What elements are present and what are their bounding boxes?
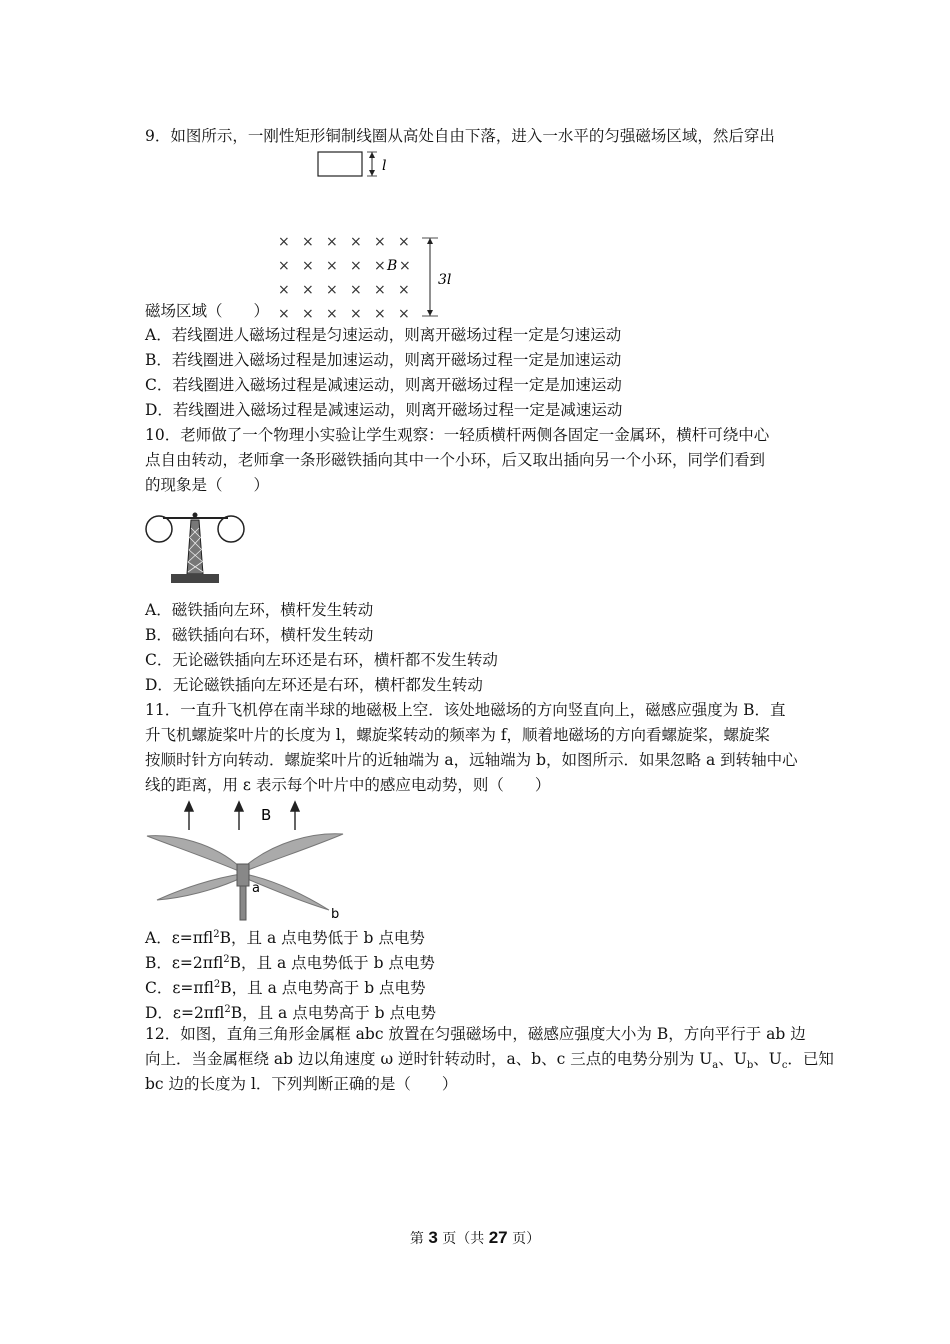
q9-option-a[interactable]: A．若线圈进人磁场过程是匀速运动，则离开磁场过程一定是匀速运动 bbox=[145, 326, 622, 344]
q12-sub-c: c bbox=[781, 1060, 788, 1072]
q10-stem-line3: 的现象是（ ） bbox=[145, 476, 270, 494]
q10-stem-line2: 点自由转动，老师拿一条形磁铁插向其中一个小环，后又取出插向另一个小环，同学们看到 bbox=[145, 451, 766, 469]
page-footer bbox=[0, 1228, 950, 1248]
field-cross: × bbox=[302, 258, 314, 274]
field-cross: × bbox=[350, 306, 362, 322]
field-cross: × bbox=[278, 282, 290, 298]
coil-figure bbox=[300, 146, 410, 182]
q11-option-d-pre: D．ε=2πfl bbox=[145, 1004, 225, 1023]
q9-option-d[interactable]: D．若线圈进入磁场过程是减速运动，则离开磁场过程一定是减速运动 bbox=[145, 401, 623, 419]
field-cross: × bbox=[326, 306, 338, 322]
q10-option-c[interactable]: C．无论磁铁插向左环还是右环，横杆都不发生转动 bbox=[145, 651, 498, 669]
footer-total-pages: 27 bbox=[488, 1228, 508, 1247]
footer-post: 页） bbox=[507, 1231, 541, 1247]
q9-option-c[interactable]: C．若线圈进入磁场过程是减速运动，则离开磁场过程一定是加速运动 bbox=[145, 376, 622, 394]
field-cross: × bbox=[350, 282, 362, 298]
field-cross: × bbox=[398, 234, 410, 250]
q11-stem-line4: 线的距离，用 ε 表示每个叶片中的感应电动势，则（ ） bbox=[145, 776, 551, 794]
q12-line2-mid1: 、U bbox=[718, 1050, 747, 1068]
q11-option-c-sup: 2 bbox=[213, 979, 221, 990]
field-cross: × bbox=[326, 258, 338, 274]
point-a-label: a bbox=[252, 881, 260, 896]
q11-option-d-post: B，且 a 点电势高于 b 点电势 bbox=[230, 1004, 436, 1023]
q11-stem-line2: 升飞机螺旋桨叶片的长度为 l，螺旋桨转动的频率为 f，顺着地磁场的方向看螺旋桨，螺旋桨 bbox=[145, 726, 771, 744]
q12-sub-a: a bbox=[712, 1060, 719, 1072]
footer-mid: 页（共 bbox=[437, 1231, 489, 1247]
q9-stem-line1: 9．如图所示，一刚性矩形铜制线圈从高处自由下落，进入一水平的匀强磁场区域，然后穿出 bbox=[145, 127, 775, 145]
field-height-label: 3l bbox=[438, 272, 452, 288]
coil-rectangle bbox=[318, 152, 362, 176]
field-cross: × bbox=[326, 234, 338, 250]
q11-option-c-pre: C．ε=πfl bbox=[145, 979, 214, 998]
q10-option-b[interactable]: B．磁铁插向右环，横杆发生转动 bbox=[145, 626, 374, 644]
q11-option-b-sup: 2 bbox=[223, 954, 230, 965]
q10-stem-line1: 10．老师做了一个物理小实验让学生观察：一轻质横杆两侧各固定一金属环，横杆可绕中心 bbox=[145, 426, 770, 444]
field-cross: × bbox=[398, 282, 410, 298]
field-cross: × bbox=[302, 306, 314, 322]
propeller-hub bbox=[237, 864, 249, 886]
right-ring bbox=[218, 516, 244, 542]
field-cross: × bbox=[399, 258, 411, 274]
coil-height-label: l bbox=[382, 158, 387, 174]
q12-stem-line1: 12．如图，直角三角形金属框 abc 放置在匀强磁场中，磁感应强度大小为 B，方向平行于 ab 边 bbox=[145, 1025, 806, 1043]
footer-page-number: 3 bbox=[428, 1228, 438, 1247]
q11-option-b-pre: B．ε=2πfl bbox=[145, 954, 224, 973]
stand-base bbox=[171, 574, 219, 583]
field-cross: × bbox=[374, 258, 386, 274]
propeller-shaft bbox=[240, 886, 246, 920]
q11-option-d-sup: 2 bbox=[224, 1004, 231, 1015]
field-cross: × bbox=[350, 258, 362, 274]
field-cross: × bbox=[398, 306, 410, 322]
field-cross: × bbox=[302, 282, 314, 298]
q11-option-b-post: B，且 a 点电势低于 b 点电势 bbox=[229, 954, 435, 973]
q10-option-a[interactable]: A．磁铁插向左环，横杆发生转动 bbox=[145, 601, 374, 619]
q11-option-a-post: B，且 a 点电势低于 b 点电势 bbox=[219, 929, 425, 948]
field-cross: × bbox=[278, 258, 290, 274]
field-label-B: B bbox=[387, 258, 398, 274]
field-cross: × bbox=[302, 234, 314, 250]
q9-stem-line2: 磁场区域（ ） bbox=[145, 302, 270, 320]
field-cross: × bbox=[350, 234, 362, 250]
field-arrows bbox=[185, 802, 299, 830]
q11-option-c-post: B，且 a 点电势高于 b 点电势 bbox=[220, 979, 426, 998]
field-cross: × bbox=[374, 306, 386, 322]
propeller-figure bbox=[143, 798, 353, 922]
left-ring bbox=[146, 516, 172, 542]
field-cross: × bbox=[374, 234, 386, 250]
q11-stem-line3: 按顺时针方向转动．螺旋桨叶片的近轴端为 a，远轴端为 b，如图所示．如果忽略 a 到转轴中心 bbox=[145, 751, 798, 769]
stand-tower bbox=[187, 520, 203, 574]
q9-option-b[interactable]: B．若线圈进入磁场过程是加速运动，则离开磁场过程一定是加速运动 bbox=[145, 351, 622, 369]
q12-line2-pre: 向上．当金属框绕 ab 边以角速度 ω 逆时针转动时，a、b、c 三点的电势分别为 U bbox=[145, 1050, 713, 1068]
field-cross: × bbox=[326, 282, 338, 298]
field-cross: × bbox=[278, 306, 290, 322]
footer-pre: 第 bbox=[409, 1231, 429, 1247]
q12-stem-line3: bc 边的长度为 l．下列判断正确的是（ ） bbox=[145, 1075, 458, 1093]
point-b-label: b bbox=[331, 907, 340, 922]
q10-option-d[interactable]: D．无论磁铁插向左环还是右环，横杆都发生转动 bbox=[145, 676, 483, 694]
field-cross: × bbox=[278, 234, 290, 250]
q12-line2-post: ．已知 bbox=[787, 1050, 834, 1068]
field-cross: × bbox=[374, 282, 386, 298]
propeller-label-B: B bbox=[261, 806, 272, 824]
q12-line2-mid2: 、U bbox=[753, 1050, 782, 1068]
q11-stem-line1: 11．一直升飞机停在南半球的地磁极上空．该处地磁场的方向竖直向上，磁感应强度为 B．直 bbox=[145, 701, 786, 719]
q12-sub-b: b bbox=[746, 1060, 754, 1072]
ring-apparatus-figure bbox=[143, 508, 253, 588]
q11-option-a-pre: A．ε=πfl bbox=[145, 929, 214, 948]
q11-option-a-sup: 2 bbox=[213, 929, 220, 940]
